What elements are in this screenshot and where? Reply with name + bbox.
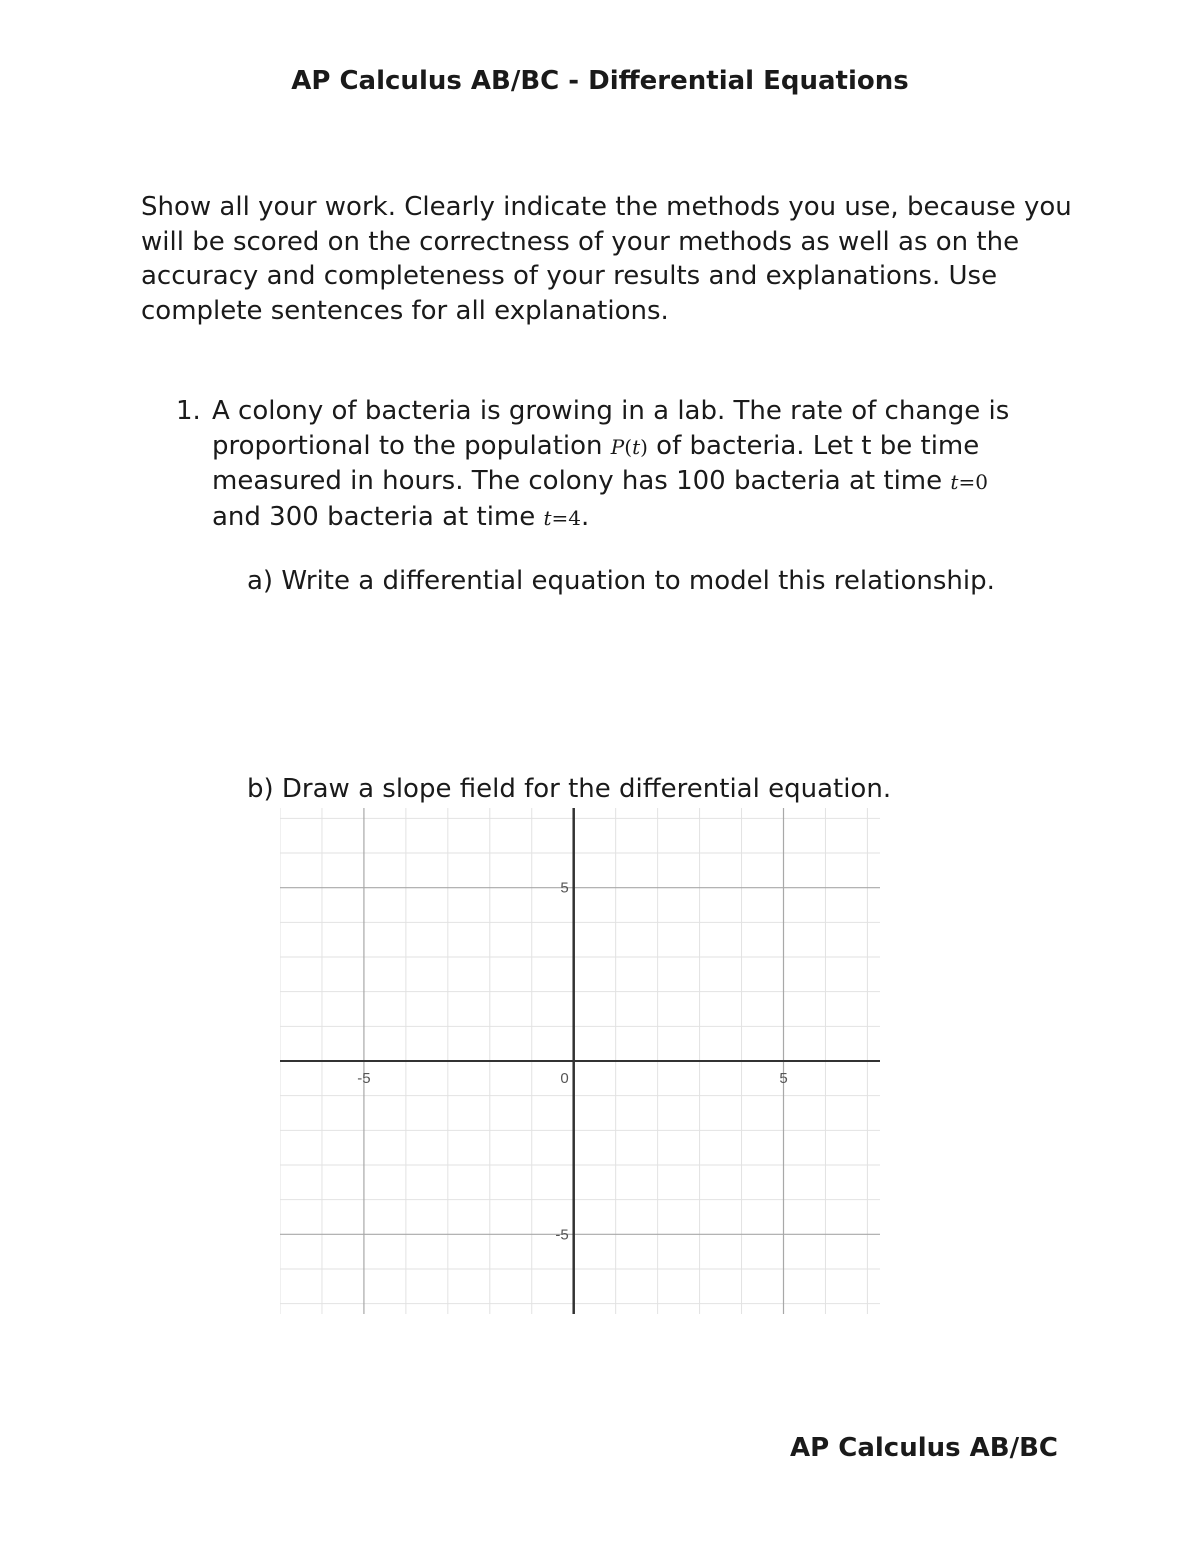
y-tick-label: -5 <box>555 1226 569 1244</box>
part-b-prompt: b) Draw a slope field for the differential equation. <box>247 774 892 804</box>
math-t4-var: t <box>543 505 552 530</box>
math-paren-close: ) <box>640 434 648 459</box>
x-tick-label: 5 <box>779 1070 788 1087</box>
footer-label: AP Calculus AB/BC <box>790 1433 1058 1463</box>
math-t4-rest: =4 <box>551 505 582 530</box>
problem-text-part-2: of bacteria. Let t be time measured in hours. The colony has 100 bacteria at time <box>212 430 980 496</box>
part-a-prompt: a) Write a differential equation to model this relationship. <box>247 566 995 596</box>
coordinate-grid[interactable] <box>280 808 880 1314</box>
problem-text-part-3: and 300 bacteria at time <box>212 501 544 532</box>
x-tick-label: -5 <box>357 1070 371 1087</box>
document-title: AP Calculus AB/BC - Differential Equations <box>291 66 909 96</box>
problem-text-part-4: . <box>581 501 590 532</box>
x-tick-label: 0 <box>560 1070 569 1087</box>
y-tick-label: 5 <box>560 879 569 897</box>
problem-number: 1. <box>176 396 201 426</box>
math-paren-open: ( <box>624 434 633 459</box>
instructions-paragraph: Show all your work. Clearly indicate the methods you use, because you will be scored on the correctness of your methods as well as on the accuracy and completeness of your results and explanations. Use complete sentences for all explanations. <box>141 192 1072 326</box>
problem-text-part-1: A colony of bacteria is growing in a lab. The rate of change is proportional to the population <box>212 396 1010 461</box>
math-t: t <box>632 434 641 459</box>
math-t-equals-0 <box>950 470 988 494</box>
math-t-equals-4 <box>544 506 582 530</box>
math-population <box>611 435 648 459</box>
math-P: P <box>610 434 625 459</box>
problem-1 <box>176 394 1076 535</box>
problem-text <box>212 394 1076 535</box>
math-t0-var: t <box>950 470 959 494</box>
math-t0-rest: =0 <box>958 470 988 494</box>
